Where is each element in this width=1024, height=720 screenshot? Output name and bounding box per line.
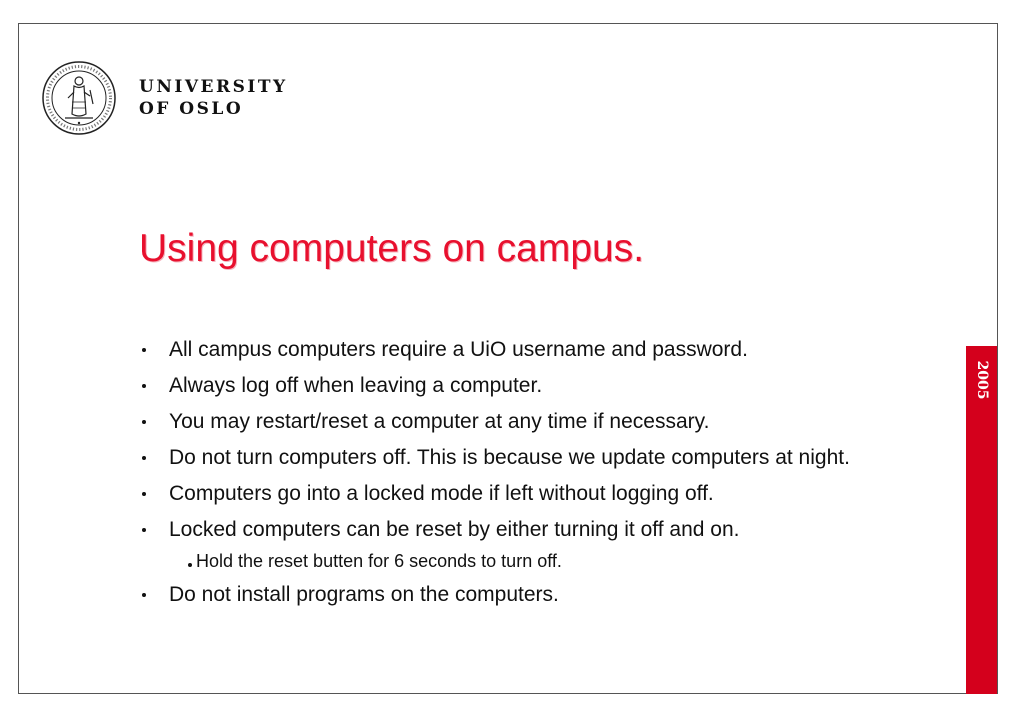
bullet-text: Do not install programs on the computers. [169,583,559,606]
bullet-item [139,581,929,608]
bullet-text: Do not turn computers off. This is because we update computers at night. [169,446,850,469]
bullet-dot [142,348,146,352]
bullet-dot [142,593,146,597]
wordmark-line-2: OF OSLO [139,99,244,119]
bullet-item [139,408,929,435]
bullet-dot [142,384,146,388]
bullet-item [139,516,929,543]
bullet-text: Always log off when leaving a computer. [169,374,543,397]
bullet-dot [142,420,146,424]
bullet-text: Computers go into a locked mode if left without logging off. [169,482,714,505]
sub-bullet-item [139,550,929,572]
bullet-text: Locked computers can be reset by either turning it off and on. [169,518,740,541]
wordmark-line-1: UNIVERSITY [139,77,288,97]
university-wordmark [139,76,288,120]
bullet-item [139,372,929,399]
bullet-text: You may restart/reset a computer at any time if necessary. [169,410,710,433]
bullet-dot [188,563,192,567]
bullet-item [139,444,929,471]
slide-title: Using computers on campus. [139,227,645,270]
bullet-item [139,480,929,507]
bullet-dot [142,528,146,532]
university-of-oslo-seal-icon [41,60,117,136]
bullet-dot [142,456,146,460]
bullet-item [139,336,929,363]
bullet-text: All campus computers require a UiO username and password. [169,338,748,361]
bullet-list [139,336,929,617]
bullet-dot [142,492,146,496]
slide [18,23,998,694]
side-year-band [966,346,997,694]
side-year-label: 2005 [973,360,990,400]
bullet-text: Hold the reset butten for 6 seconds to turn off. [196,551,562,571]
